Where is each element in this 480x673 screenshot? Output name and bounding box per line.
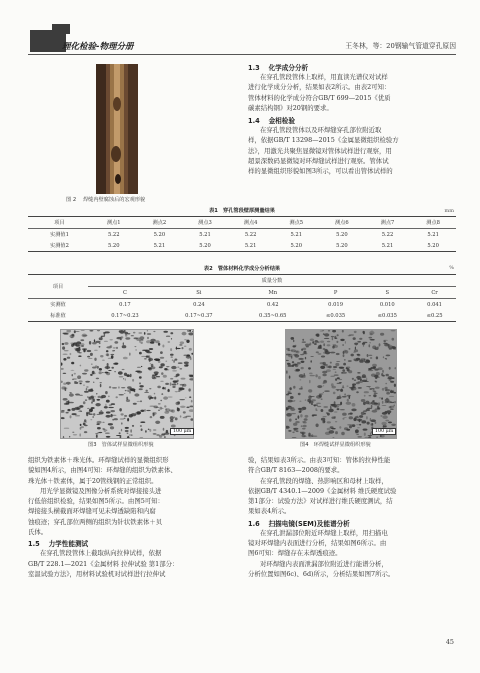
- text-line: 氏体。: [28, 528, 48, 537]
- table-1-header: 测点7: [380, 220, 395, 226]
- table-2-element: Mn: [268, 289, 278, 296]
- right-column-upper: [248, 62, 454, 177]
- table-cell: 5.21: [199, 231, 211, 238]
- table-cell: 实测值2: [50, 243, 69, 249]
- table-1-header: 测点4: [243, 220, 258, 226]
- table-2: [28, 274, 456, 322]
- section-1-5-heading: 1.5 力学性能测试: [28, 540, 89, 549]
- section-1-4-line-1: 在穿孔管段管体以及环焊缝穿孔部位附近取: [260, 126, 382, 135]
- text-line: 第1部分：试验方法》对试样进行维氏硬度测试，结: [248, 497, 393, 506]
- table-1-header-row: [28, 217, 456, 229]
- table-1-header: 测点5: [289, 220, 304, 226]
- section-1-4-heading: 1.4 金相检验: [248, 117, 295, 126]
- text-line: 符合GB/T 8163—2008的要求。: [248, 466, 344, 475]
- text-line: 蚀痕迹；穿孔部位两侧的组织为针状铁素体＋贝: [28, 517, 163, 526]
- figure-4-micrograph: [285, 329, 397, 439]
- table-cell: 5.20: [107, 242, 120, 249]
- text-line: 焊接接头横截面环焊缝可见未焊透缺陷和内腐: [28, 507, 156, 516]
- figure-3-scale-bar: 100 μm: [170, 428, 194, 435]
- table-1-header: 测点3: [198, 220, 212, 226]
- table-cell: 实测值1: [50, 232, 69, 238]
- figure-2-photo: [96, 64, 138, 194]
- text-line: 貌如图4所示，由图4可知：环焊缝的组织为铁素体、: [28, 466, 177, 475]
- table-1: [28, 216, 456, 252]
- figure-4-scale-bar: 100 μm: [372, 428, 396, 435]
- table-cell: 5.22: [381, 231, 394, 238]
- table-2-element: C: [122, 289, 127, 296]
- table-row: [28, 299, 456, 311]
- section-1-3-line-3: 管体材料的化学成分符合GB/T 699—2015《优质: [248, 93, 391, 102]
- table-1-header: 项目: [54, 220, 65, 226]
- table-row: [28, 240, 456, 252]
- table-cell: 0.24: [193, 301, 205, 308]
- text-line: 验，结果如表3所示。由表3可知：管体的拉伸性能: [248, 456, 391, 464]
- table-2-unit: %: [449, 265, 454, 271]
- text-line: 行低倍组织检验，结果如图5所示。由图5可知：: [28, 497, 164, 506]
- section-1-4-line-3: 法》，用激光共聚焦显微镜对管体试样进行观察，用: [248, 146, 392, 155]
- table-row: [28, 310, 456, 322]
- text-line: 分析位置如图6c)、6d)所示，分析结果如图7所示。: [248, 569, 395, 578]
- table-cell: 5.20: [336, 242, 348, 249]
- table-cell: 0.041: [427, 301, 442, 308]
- table-2-element: Si: [196, 289, 202, 296]
- table-1-header: 测点8: [426, 220, 440, 226]
- left-column-lower: [28, 455, 234, 579]
- journal-name: 理化检验-物理分册: [62, 42, 134, 52]
- right-column-lower: [248, 455, 454, 579]
- text-line: 用光学显微镜及图像分析系统对焊接接头进: [40, 486, 162, 495]
- table-cell: 5.20: [199, 242, 211, 249]
- text-line: 在穿孔泄漏部位附近环焊缝上取样，用扫描电: [260, 528, 388, 537]
- table-cell: 5.20: [427, 242, 439, 249]
- table-1-header: 测点2: [152, 220, 167, 226]
- table-cell: 5.22: [244, 231, 257, 238]
- table-cell: 5.21: [290, 231, 303, 238]
- table-2-item-header: 项目: [52, 284, 64, 290]
- journal-logo-mark: [52, 24, 70, 34]
- table-1-header: 测点1: [106, 220, 121, 226]
- section-1-6-heading: 1.6 扫描电镜(SEM)及能谱分析: [248, 519, 350, 528]
- section-1-3-line-2: 进行化学成分分析，结果如表2所示。由表2可知：: [248, 83, 391, 92]
- table-cell: 0.019: [328, 301, 343, 308]
- text-line: 室温试验方法》，用材料试验机对试样进行拉伸试: [28, 569, 166, 578]
- header-rule: [28, 54, 456, 55]
- table-2-caption: 表2 管体材料化学成分分析结果: [203, 266, 281, 272]
- table-cell: ≤0.035: [377, 312, 397, 319]
- table-cell: 5.21: [381, 242, 394, 249]
- table-cell: 5.20: [336, 231, 348, 238]
- table-row: [28, 229, 456, 241]
- section-1-4-line-5: 样的显微组织形貌如图3所示，可以看出管体试样的: [248, 167, 393, 176]
- section-1-4-line-2: 样，依据GB/T 13298—2015《金属显微组织检验方: [248, 136, 399, 145]
- text-line: 依据GB/T 4340.1—2009《金属材料 维氏硬度试验: [248, 486, 397, 495]
- table-cell: 0.17~0.37: [185, 312, 213, 319]
- running-head: 王冬林，等：20钢输气管道穿孔原因: [345, 42, 456, 50]
- section-1-3-line-1: 在穿孔管段管体上取样，用直读光谱仪对试样: [260, 73, 388, 81]
- figure-3-micrograph: [60, 329, 194, 439]
- table-cell: 0.17: [119, 301, 131, 308]
- table-1-caption: 表1 穿孔管段壁厚测量结果: [209, 208, 275, 214]
- table-2-group-header: 质量分数: [88, 275, 456, 287]
- figure-2-caption: 图 2 焊缝内壁腐蚀后的宏观形貌: [66, 197, 146, 203]
- table-2-element: S: [385, 289, 390, 296]
- table-cell: 5.20: [153, 231, 166, 238]
- text-line: GB/T 228.1—2021《金属材料 拉伸试验 第1部分：: [28, 559, 179, 568]
- figure-3-caption: 图3 管体试样显微组织形貌: [88, 442, 154, 448]
- table-cell: 5.20: [290, 242, 303, 249]
- table-cell: 5.21: [153, 242, 166, 249]
- table-cell: 5.22: [107, 231, 120, 238]
- text-line: 镜对环焊缝内表面进行分析，结果如图6所示。由: [248, 539, 387, 548]
- text-line: 在穿孔管段的焊缝、热影响区和母材上取样，: [260, 476, 388, 485]
- page-number: 45: [445, 638, 454, 646]
- table-cell: 0.17~0.23: [111, 312, 139, 319]
- table-2-element: P: [333, 289, 338, 296]
- text-line: 对环焊缝内表面泄漏部位附近进行能谱分析，: [260, 559, 388, 568]
- table-cell: ≤0.035: [325, 312, 346, 319]
- table-cell: 实测值: [50, 302, 66, 308]
- figure-4-caption: 图4 环焊缝试样显微组织形貌: [300, 442, 371, 448]
- table-cell: ≤0.25: [426, 312, 443, 319]
- table-cell: 0.35~0.65: [259, 312, 287, 319]
- section-1-3-line-4: 碳素结构钢》对20钢的要求。: [248, 103, 333, 112]
- section-1-4-line-4: 超景深数码显微镜对环焊缝试样进行观察。管体试: [248, 157, 389, 166]
- text-line: 在穿孔管段管体上截取纵向拉伸试样，依据: [40, 549, 162, 558]
- text-line: 组织为铁素体＋珠光体。环焊缝试样的显微组织形: [28, 456, 169, 464]
- table-cell: 标准值: [50, 313, 66, 319]
- text-line: 图6可知：焊缝存在未焊透痕迹。: [248, 549, 342, 558]
- table-cell: 5.21: [427, 231, 439, 238]
- section-1-3-heading: 1.3 化学成分分析: [248, 64, 309, 72]
- text-line: 果如表4所示。: [248, 507, 291, 516]
- table-1-header: 测点6: [335, 220, 349, 226]
- table-cell: 0.010: [379, 301, 395, 308]
- table-2-element-row: [28, 287, 456, 299]
- table-2-element: Cr: [431, 289, 438, 296]
- table-cell: 0.42: [266, 301, 279, 308]
- table-cell: 5.21: [244, 242, 257, 249]
- text-line: 珠光体＋铁素体，属于20管线钢的正常组织。: [28, 476, 158, 485]
- table-1-unit: mm: [444, 208, 454, 214]
